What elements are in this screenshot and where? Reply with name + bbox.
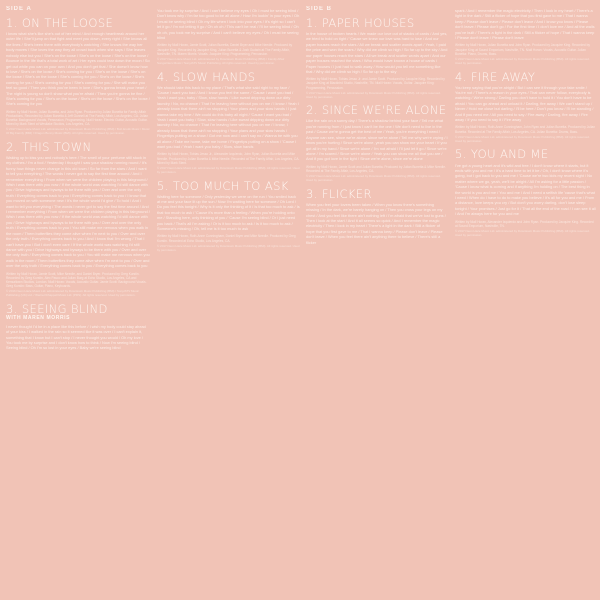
copyright-block: © 2017 Neon Haze Music Ltd. administered by Downtown Music Publishing (BMI). All rights reserved. Used by permission. (455, 134, 590, 143)
lyrics-block: When you feel your lovers been taken / When you know there's something missing / In the dark, we're barely hanging on / Then you cross your legs on my chest / And you feel like there ain't nothing left / I'm afraid that we've lost to guns / Then I look at the start / And it all seems so quick / And I remember the magic electricity / Then I look in my heart / There's a light in the dark / Still a flicker of hope that you first gave to me / That I wanna keep / Please don't leave / Please don't leave / When you feel there ain't anything there to believe / There's still a flicker (306, 201, 446, 245)
song-title: 2. THIS TOWN (6, 139, 92, 154)
credits-block: Written by Niall Horan, Tobias Jesso Jr., Alexander Izquierdo, John Ryan, Julian Bunetta and Mike Needle. Produced by Julian Bunetta & Mike Needle. Recorded at The Family Affair, Los Angeles, CA. Mixed by Mark Stent. (157, 152, 300, 165)
copyright-block: © 2017 Neon Haze Music Ltd. administered by Downtown Music Publishing (BMI). All rights reserved. Used by permission. (455, 228, 590, 237)
lyrics-continued: You took me by surprise / And I can't believe my eyes / Oh I must be seeing blind / Don't know why / I'm far too good to be all alone / How I'm lookin' in your eyes / Oh I must be seeing blind / Oh my life when I look into your eyes / It's right so I can't let it go / I'm not letting it go / Oh oh oh / This can't be real / I'll be seeing blind / Oh oh oh, you took me by surprise / And I can't believe my eyes / Oh I must be seeing blind (157, 8, 300, 41)
copyright-block: © 2017 Neon Haze Music Ltd. administered by Downtown Music Publishing (BMI). All rights reserved. Used by permission. (157, 165, 300, 174)
lyrics-block: Waiting here for someone / Only yesterday we were on the run / You smiled back at me and your face lit up the sun / Now I'm waiting here for someone / Oh Lord / Do you feel this tonight / Why is it only the thinking of it / Is that too much to ask / Is that too much to ask / 'Cause it's more than a feeling / When you're holding onto me / Standing here, only thinking of you / 'Cause I'm seeing blind / Or I just need you back / That's all I'm asking / Or is it too much to ask / Is it too much to ask / Someone's missing / Oh, tell me is it too much to ask (157, 193, 300, 232)
song-title: 4. FIRE AWAY (455, 69, 536, 84)
column-3 (306, 6, 448, 596)
column-1 (6, 6, 150, 596)
column-2 (157, 6, 300, 596)
song-title: 5. TOO MUCH TO ASK (157, 178, 289, 193)
lyrics-block: Waking up to kiss you and nobody's here / The smell of your perfume still stuck in my clothes / I'm a fool / Yesterday I thought I saw your shadow running round / It's funny how things never change in this old town / So far from the stars / And I want to tell you everything / The words I never got to say the first time around / And I remember everything / From when we were the children playing in this fairground / Wish I was there with you now / If the whole world was watching I'd still dance with you / Drive highways and byways to be there with you / Over and over the only truth / Everything comes back to you / Everything comes back to you / I know that you moved on with someone new / It's the whole world I'd give / To hold / And I want to tell you everything / The words I never got to say the first time around / And I remember everything / From when we were the children playing in this fairground / Wish I was there with you now / If the whole world was watching I'd still dance with you / Drive highways and byways to be there with you / Over and over the only truth / Everything comes back to you / You still make me nervous when you walk in the room / Them butterflies they come alive when I'm next to you / Over and over the only truth / Everything comes back to you / And I know that I'm wrong / That I can't have you / But I don't even care / If the whole world was watching I'd still dance with you / Drive highways and byways to be there with you / Over and over the only truth / Everything comes back to you / You still make me nervous when you walk in the room / Them butterflies they come alive when I'm next to you / Over and over the only truth / Everything comes back to you / Everything comes back to you (6, 155, 150, 269)
side-label: SIDE A (6, 6, 32, 12)
credits-block: Written by Niall Horan, Jamie Scott, Mike Needle, and Daniel Bryer. Produced by Greg Kurstin. Recorded by Greg Kurstin, Alex Pasco and Julian Burg at Echo Studio, Los Angeles, CA and Kensaltown Studios, London. Niall Horan: Vocals, Acoustic Guitar. Jamie Scott: Background Vocals. Greg Kurstin: Bass, Guitar, Piano, Keyboards. (6, 271, 147, 288)
copyright-block: © 2017 Neon Haze Music Ltd. administered by Downtown Music Publishing (BMI) / Bob Erotik Music / Music Of Big Family (BMI) / Dragon Bunny Music (BMI). All rights reserved. Used by permission. (6, 127, 150, 136)
copyright-block: © 2017 Neon Haze Music Ltd. administered by Downtown Music Publishing (BMI). All rights reserved. Used by permission. (306, 90, 441, 99)
lyrics-block: In the house of broken hearts / We made our love out of stacks of cards / And yes, we tried to hold on tight / 'Cause we knew our love was hard to lose / And our paper houses reach the stars / All we break and scatter words apart / Yeah, I paid the price and won the scars / Why did we climb so high / So far up to the sky / And our paper houses reach the stars / All we break and scatter words apart / And our paper houses reached the stars / Who would have known a house of cards / Paper houses / I just had to walk away / How would you tell me something like that / Why did we climb so high / So far up to the sky (306, 31, 448, 74)
song-title: 1. PAPER HOUSES (306, 16, 415, 30)
featuring-label: WITH MAREN MORRIS (6, 314, 71, 321)
song-title: 5. YOU AND ME (455, 147, 549, 162)
copyright-block: © 2017 Neon Haze Music Ltd. administered by Downtown Music Publishing (BMI) / Family Affair Songwriters Music / Sony/ATV Music Publishing. All rights reserved. Used by permission. (157, 56, 285, 65)
side-label: SIDE B (306, 6, 333, 12)
song-title: 4. SLOW HANDS (157, 69, 256, 84)
credits-block: Written by Niall Horan, Tobias Jesso Jr. and Jamie Scott. Produced by Jacquire King. Recorded by Jacquire King at Blackbird Studio, Nashville, TN. Niall Horan: Vocals, Guitar. Jacquire King: Programming, Percussion. (306, 77, 445, 90)
lyrics-block: Like the rain on a sunny day / There's a shadow behind your face / Tell me what you're running from / I just know I can't be the one / We don't need to live in the past / Cause we're gonna get the best of me / Yeah, you're everything I need / Anyone can see, since we're alone, since we're alone / Tell me why we're crying / I know you're hurting / Since we're alone, yeah you can show me your heart / If you got all in my hand / Since we're alone / I'm not afraid / I'll just let it go / Since we're alone / I'm scared / Since we're alone / Yeah you can show me all that you are / And if you got love in the light / Since we're alone, since we're alone (306, 118, 448, 162)
credits-block: Written by Niall Horan, Alexander Izquierdo and John Ryan. Produced by Jacquire King. Recorded at Sound Emporium, Nashville, TN. (455, 219, 594, 228)
credits-block: Written by Niall Horan, Julian Bunetta, and John Ryan. Produced by Julian Bunetta for Family Affair Productions, Recorded by Julian Bunetta & Jeff Gunnell at The Family Affair, Los Angeles, CA. Julian Bunetta: Background Vocals, Percussion, Programming. Niall Horan: Electric Guitar, Acoustic Guitar. Mixed by Mark Stent at Westlake Studios, Los Angeles, CA. (6, 109, 149, 127)
song-title: 2. SINCE WE'RE ALONE (306, 103, 447, 118)
song-title: 1. ON THE LOOSE (6, 16, 114, 30)
credits-block: Written by Niall Horan, Ruth-Anne Cunningham, Daniel Bryer and Mike Needle. Produced by Greg Kurstin. Recorded at Echo Studio, Los Angeles, CA. (157, 234, 296, 243)
lyrics-block: We should take this back to my place / That's what she said right to my face / 'Cause I want you bad / And I know you feel the same / 'Cause I want you bad / Yeah I want you, baby / Slow, slow hands / Like sweat dripping down our dirty laundry / No, no chance / That I'm leaving here without you on me / I know / Yeah I already know that there ain't no stopping / Your plans and your slow hands / I just wanna take my time / We could do this baby all night / 'Cause I want you bad / Yeah I want you baby / Slow, slow hands / Like sweat dripping down our dirty laundry / No, no chance / That I'm leaving here without you on me / I know, I already know that there ain't no stopping / Your plans and your slow hands / Fingertips putting on a show / Got me now and I can't say no / Wanna be with you all alone / Take me home, take me home / Fingertips putting on a show / 'Cause I want you bad / Yeah I want you baby / Slow, slow hands (157, 84, 299, 150)
lyrics-block: I never thought I'd be in a place like this before / I wish my body could stay ahead of your kiss / I walked in the rain so it seemed like it was over / I can't explain it, something that I know but I can't stop / I never thought you would / Oh my love / You took me by surprise and I don't know how to think / Now I'm seeing blind / Seeing blind / Oh I'm so lost in your eyes / Baby we're seeing blind (6, 323, 146, 351)
credits-block: Written by Niall Horan, Julian Bunetta and John Ryan. Produced by Jacquire King. Recorded by Jacquire King at Sound Emporium, Nashville, TN. Niall Horan: Vocals, Acoustic Guitar. Julian Bunetta: Piano, Drums, Bass. (455, 43, 590, 56)
credits-block: Written by Niall Horan, Ruth-Anne Cunningham, John Ryan and Julian Bunetta. Produced by Julian Bunetta. Recorded at The Family Affair, Los Angeles, CA. Julian Bunetta: Drums, Bass. (455, 125, 596, 134)
copyright-block: © 2017 Neon Haze Music Ltd. administered by Downtown Music Publishing (BMI). All rights reserved. Used by permission. (157, 243, 300, 252)
lyrics-block: I've got a young heart and it's wild and free / I don't know where it starts, but it ends with you and me / It's a hard time to let it be / Oh, I don't know where it's going, but I got back to you and me / 'Cause we're two kids my recent sight / No matter where we go, yeah, we'll be alright / All I'm asking for a little passion / 'Cause I know what is coming and if anything I'm holding on / The best thing in the world is you and me / You and me / And I need a selfish life 'cause that's what I need / When do I have to do to make you believe / It's all for you and me / From a distance, love keeps you cry / But don't you worry darling, don't lose sleep tonight / Your promises / Just go for it / That all the end of the road / I can see it all / And I'm always here for you and me (455, 162, 596, 217)
lyrics-block: You keep saying that you're alright / But I can see it through your fake smile / You're not / There's a reason in your eyes / That can never follow, everybody is watching / We're strong / Darling you don't have to hold it / You don't have to be afraid / You can go ahead and unload it / Darling, fire away / We can't stand up / Never / Hold me close but darling / I'll be here / Don't you know / I'll be standing / And if you need me / All you need to say / Fire away / Darling, fire away / Fire away / If you need to say it / Fire away (455, 84, 594, 123)
song-title: 3. FLICKER (306, 186, 372, 201)
lyrics-block: I know what she's like she's out of her mind / And enough heartbreak around her outer life / She'll jump on that fight and meet you down, every right / She knows all the lines / She's been there with everybody's watching / She knows the way her body moves / She loves the way they all crowd back when she says / She leaves nobody else but you / She's on the loose / She's on the loose / She's on the loose / Bounce in the life that's a total work of art / Her eyes could tear down the moon / So get out while you can on your own / And you don't get that / She doesn't know how to love / She's on the loose / She's coming for you / She's on the loose / She's on the loose / She's on the loose / She's coming for you / She's on the loose / She's coming for you / She's coming for you / She's coming for you / She will make you feel so good / Then you think you've been in love / She's gonna break your heart / The night is young so don't show what you're afraid / Then you're gonna be fine / She's coming for you / She's on the loose / She's on the loose / She's on the loose / She's coming for you (6, 31, 150, 107)
lyrics-continued: spark / And I remember the magic electricity / Then I look in my heart / There's a light in the dark / Still a flicker of hope that you first gave to me / That I wanna keep / Please don't leave / Please don't leave / And I know you know / Please don't leave / Please don't go / For the first time / I don't love me / And all the walls you've built / There's a light in the dark / Still a flicker of hope / That I wanna keep / Please don't leave / Please don't leave (455, 8, 595, 41)
credits-block: Written by Niall Horan, Jamie Scott, Julian Bunetta, Daniel Bryer and Mike Needle. Produced by Jacquire King. Recorded by Jacquire King, Julian Bunetta & Josh Gudwin at The Family Affair, Nashville, TN. Maren Morris: Vocals. Jacquire King: Programming, Percussion. (157, 43, 293, 56)
column-4 (455, 6, 596, 596)
song-title: 3. SEEING BLIND (6, 301, 108, 316)
copyright-block: © 2017 Neon Haze Music Ltd. administered by Downtown Music Publishing (BMI). All rights reserved. Used by permission. (306, 173, 441, 182)
credits-block: Written by Niall Horan, Jamie Scott and Julian Bunetta. Produced by Julian Bunetta & Mike Needle. Recorded at The Family Affair, Los Angeles, CA. (306, 164, 446, 173)
copyright-block: © 2017 Neon Haze Music Ltd. administered by Downtown Music Publishing (BMI). All rights reserved. Used by permission. (455, 56, 590, 65)
copyright-block: © 2016 Neon Haze Music Ltd. administered by Downtown Music Publishing (BMI) / Sony/ATV Music Publishing (UK) Ltd. / Warner/Chappell Music Ltd. (PRS). All rights reserved. Used by permission. (6, 288, 139, 297)
